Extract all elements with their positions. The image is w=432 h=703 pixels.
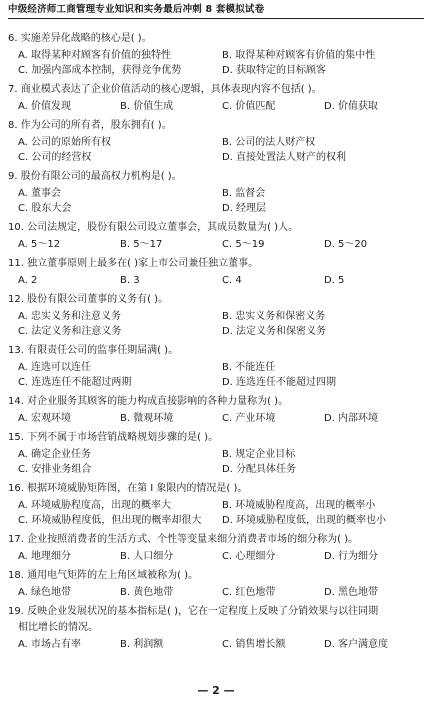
option-d: D. 获取特定的目标顾客 <box>222 65 327 76</box>
option-b: B. 3 <box>120 275 140 286</box>
question-stem: 8. 作为公司的所有者，股东拥有( )。 <box>8 120 172 131</box>
option-c: C. 4 <box>222 275 242 286</box>
options <box>8 361 426 391</box>
option-b: B. 监督会 <box>222 188 266 199</box>
option-a: A. 绿色地带 <box>18 587 72 598</box>
option-d: D. 经理层 <box>222 203 267 214</box>
option-a: A. 地理细分 <box>18 551 72 562</box>
option-b: B. 人口细分 <box>120 551 174 562</box>
option-a: A. 价值发现 <box>18 101 72 112</box>
option-a: A. 董事会 <box>18 188 62 199</box>
options <box>8 49 426 79</box>
option-b: B. 忠实义务和保密义务 <box>222 311 326 322</box>
question-9 <box>8 170 426 217</box>
option-b: B. 不能连任 <box>222 362 276 373</box>
option-a: A. 取得某种对顾客有价值的独特性 <box>18 50 172 61</box>
option-c: C. 连选连任不能超过两期 <box>18 377 132 388</box>
option-d: D. 5～20 <box>324 239 368 250</box>
question-stem: 18. 通用电气矩阵的左上角区域被称为( )。 <box>8 570 199 581</box>
option-a: A. 宏观环境 <box>18 413 72 424</box>
options <box>8 638 426 653</box>
option-b: B. 公司的法人财产权 <box>222 137 316 148</box>
question-12 <box>8 293 426 340</box>
question-7 <box>8 83 426 115</box>
option-c: C. 产业环境 <box>222 413 276 424</box>
option-a: A. 5～12 <box>18 239 61 250</box>
option-b: B. 利润额 <box>120 639 164 650</box>
question-stem: 6. 实施差异化战略的核心是( )。 <box>8 33 152 44</box>
options <box>8 310 426 340</box>
question-stem: 19. 反映企业发展状况的基本指标是( )，它在一定程度上反映了分销效果与以往同期 <box>8 606 379 617</box>
options <box>8 499 426 529</box>
option-b: B. 价值生成 <box>120 101 174 112</box>
question-stem: 17. 企业按照消费者的生活方式、个性等变量来细分消费者市场的细分称为( )。 <box>8 534 359 545</box>
question-6 <box>8 32 426 79</box>
option-a: A. 市场占有率 <box>18 639 82 650</box>
question-stem: 12. 股份有限公司董事的义务有( )。 <box>8 294 169 305</box>
question-stem: 15. 下列不属于市场营销战略规划步骤的是( )。 <box>8 432 219 443</box>
option-d: D. 黑色地带 <box>324 587 379 598</box>
option-b: B. 5～17 <box>120 239 163 250</box>
option-b: B. 黄色地带 <box>120 587 174 598</box>
option-c: C. 公司的经营权 <box>18 152 92 163</box>
question-19 <box>8 605 426 653</box>
options <box>8 274 426 289</box>
option-b: B. 取得某种对顾客有价值的集中性 <box>222 50 376 61</box>
question-16 <box>8 482 426 529</box>
question-stem: 9. 股份有限公司的最高权力机构是( )。 <box>8 171 182 182</box>
page-header: 中级经济师工商管理专业知识和实务最后冲刺 8 套模拟试卷 <box>8 2 424 19</box>
option-c: C. 价值匹配 <box>222 101 276 112</box>
question-stem: 11. 独立董事原则上最多在( )家上市公司兼任独立董事。 <box>8 258 259 269</box>
question-stem-continued: 相比增长的情况。 <box>18 622 98 633</box>
question-stem: 10. 公司法规定，股份有限公司设立董事会，其成员数量为( )人。 <box>8 222 299 233</box>
question-14 <box>8 395 426 427</box>
question-8 <box>8 119 426 166</box>
option-c: C. 环境威胁程度低，但出现的概率却很大 <box>18 515 202 526</box>
option-c: C. 红色地带 <box>222 587 276 598</box>
option-c: C. 加强内部成本控制，获得竞争优势 <box>18 65 182 76</box>
option-d: D. 行为细分 <box>324 551 379 562</box>
option-d: D. 价值获取 <box>324 101 379 112</box>
options <box>8 187 426 217</box>
options <box>8 448 426 478</box>
option-d: D. 分配具体任务 <box>222 464 297 475</box>
option-d: D. 内部环境 <box>324 413 379 424</box>
question-stem: 7. 商业模式表达了企业价值活动的核心逻辑，具体表现内容不包括( )。 <box>8 84 322 95</box>
options <box>8 550 426 565</box>
option-c: C. 股东大会 <box>18 203 72 214</box>
question-stem: 16. 根据环境威胁矩阵图，在第 I 象限内的情况是( )。 <box>8 483 248 494</box>
option-a: A. 忠实义务和注意义务 <box>18 311 122 322</box>
option-c: C. 法定义务和注意义务 <box>18 326 122 337</box>
question-10 <box>8 221 426 253</box>
option-a: A. 环境威胁程度高，出现的概率大 <box>18 500 172 511</box>
options <box>8 136 426 166</box>
option-c: C. 5～19 <box>222 239 265 250</box>
option-d: D. 直接处置法人财产的权利 <box>222 152 347 163</box>
option-d: D. 客户满意度 <box>324 639 389 650</box>
option-d: D. 5 <box>324 275 345 286</box>
option-d: D. 环境威胁程度低，出现的概率也小 <box>222 515 387 526</box>
question-stem: 14. 对企业服务其顾客的能力构成直接影响的各种力量称为( )。 <box>8 396 289 407</box>
option-c: C. 安排业务组合 <box>18 464 92 475</box>
question-17 <box>8 533 426 565</box>
question-list <box>8 28 426 653</box>
option-d: D. 连选连任不能超过四期 <box>222 377 337 388</box>
option-c: C. 心理细分 <box>222 551 276 562</box>
option-a: A. 公司的原始所有权 <box>18 137 112 148</box>
page-number: — 2 — <box>197 684 235 697</box>
option-a: A. 确定企业任务 <box>18 449 92 460</box>
options <box>8 412 426 427</box>
question-stem: 13. 有限责任公司的监事任期届满( )。 <box>8 345 179 356</box>
options <box>8 238 426 253</box>
option-b: B. 微观环境 <box>120 413 174 424</box>
question-11 <box>8 257 426 289</box>
question-13 <box>8 344 426 391</box>
option-c: C. 销售增长额 <box>222 639 286 650</box>
option-a: A. 2 <box>18 275 38 286</box>
option-b: B. 环境威胁程度高，出现的概率小 <box>222 500 376 511</box>
option-b: B. 规定企业目标 <box>222 449 296 460</box>
options <box>8 100 426 115</box>
option-d: D. 法定义务和保密义务 <box>222 326 327 337</box>
question-18 <box>8 569 426 601</box>
question-15 <box>8 431 426 478</box>
option-a: A. 连选可以连任 <box>18 362 92 373</box>
options <box>8 586 426 601</box>
